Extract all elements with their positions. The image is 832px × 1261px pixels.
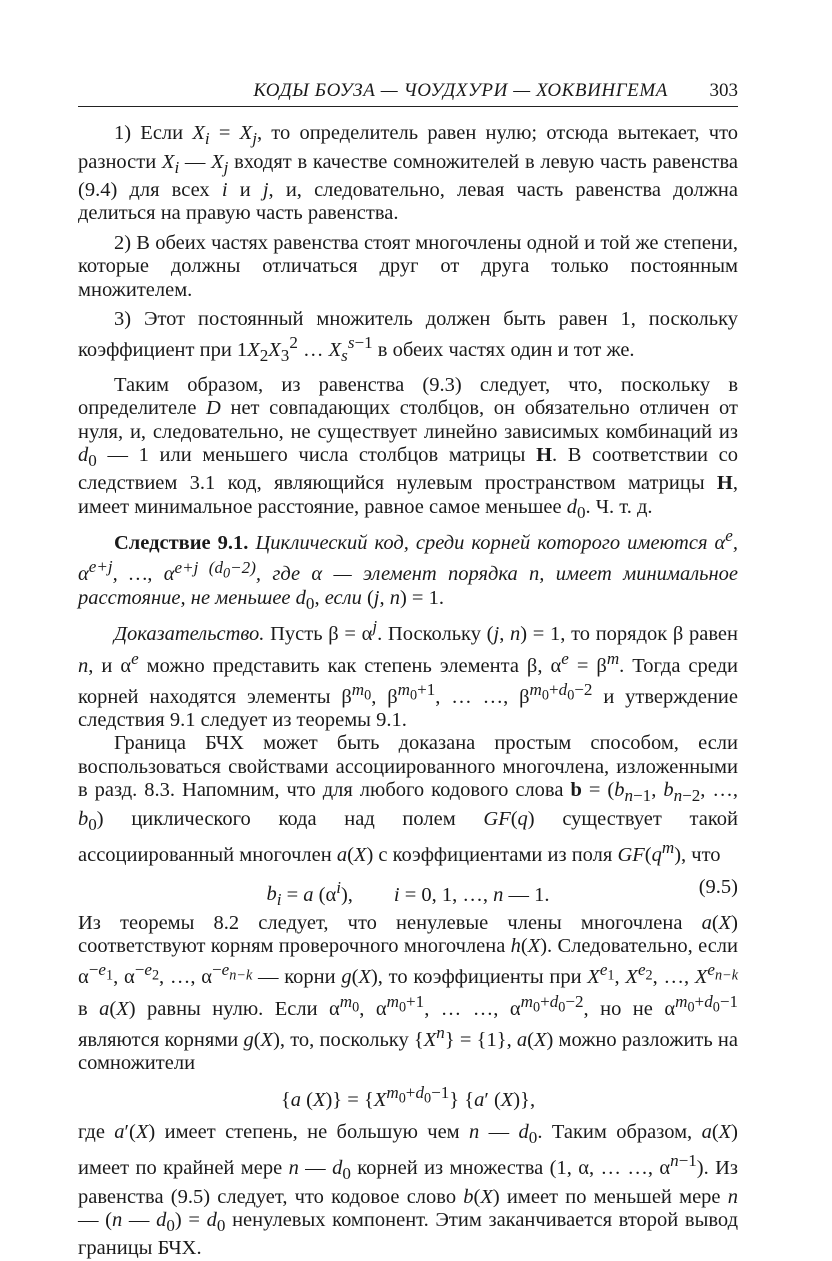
equation-9-5-expression: $b_i = a$ $(\alpha^i)$, i = 0, 1, …, n — 1. <box>266 877 550 910</box>
final-paragraph: где a′(X) имеет степень, не большую чем n — $d_0$. Таким образом, a(X) имеет по крайней мере n — $d_0$ корней из множества (1, α, … …, $\alpha^{n-1}$). Из равенства (9.5) следует, что кодовое слово b(X) имеет по меньшей мере n — (n — $d_0) = d_0$ ненулевых компонент. Этим заканчивается второй вывод границы БЧХ. <box>78 1120 739 1260</box>
paragraph-item-1: 1) Если $X_i = X_j$, то определитель равен нулю; отсюда вытекает, что разности $X_i$ — $X_j$ входят в качестве сомножителей в левую часть равенства (9.4) для всех i и j, и, следовательно, левая часть равенства должна делиться на правую часть равенства. <box>78 122 739 225</box>
equation-9-5 <box>78 875 738 910</box>
running-title: КОДЫ БОУЗА — ЧОУДХУРИ — ХОКВИНГЕМА <box>253 80 668 101</box>
page-header <box>78 80 738 104</box>
factorization-equation: {a $(X)\} = \{X^{m_0+d_0-1}\}$ {a′ (X)}, <box>280 1083 536 1112</box>
corollary-9-1: Следствие 9.1. Циклический код, среди корней которого имеются $\alpha^e$, $\alpha^{e+j}$, …, $\alpha^{e+j (d_0-2)}$, где α — элемент порядка n, имеет минимальное расстояние, не меньшее $d_0$, если (j, n) = 1. <box>78 526 738 613</box>
header-rule <box>78 106 738 107</box>
bch-bound-paragraph: Граница БЧХ может быть доказана простым способом, если воспользоваться свойствами ассоциированного многочлена, изложенными в разд. 8.3. Напомним, что для любого кодового слова $b = (b_{n-1}$, $b_{n-2}$, …, $b_0$) циклического кода над полем GF(q) существует такой ассоциированный многочлен a(X) с коэффициентами из поля $GF(q^m)$, что <box>78 732 739 867</box>
paragraph-conclusion: Таким образом, из равенства (9.3) следует, что, поскольку в определителе D нет совпадающих столбцов, он обязательно отличен от нуля, и, следовательно, не существует линейно зависимых комбинаций из $d_0$ — 1 или меньшего числа столбцов матрицы H. В соответствии со следствием 3.1 код, являющийся нулевым пространством матрицы H, имеет минимальное расстояние, равное самое меньшее $d_0$. Ч. т. д. <box>78 373 738 522</box>
page-body <box>78 122 738 1261</box>
paragraph-item-2: 2) В обеих частях равенства стоят многочлены одной и той же степени, которые должны отличаться друг от друга только постоянным множителем. <box>78 231 738 301</box>
paragraph-item-3: 3) Этот постоянный множитель должен быть равен 1, поскольку коэффициент при $1X_2X_3^2$ … $X_s^{s-1}$ в обеих частях один и тот же. <box>78 308 738 366</box>
page-number: 303 <box>709 80 738 101</box>
proof-paragraph: Доказательство. Пусть $\beta = \alpha^j$. Поскольку (j, n) = 1, то порядок β равен n, и $\alpha^e$ можно представить как степень элемента β, $\alpha^e = \beta^m$. Тогда среди корней находятся элементы $\beta^{m_0}$, $\beta^{m_0+1}$, … …, $\beta^{m_0+d_0-2}$ и утверждение следствия 9.1 следует из теоремы 9.1. <box>78 617 739 732</box>
equation-9-5-number: (9.5) <box>698 875 738 898</box>
theorem-8-2-paragraph: Из теоремы 8.2 следует, что ненулевые члены многочлена a(X) соответствуют корням проверочного многочлена h(X). Следовательно, если $\alpha^{-e_1}$, $\alpha^{-e_2}$, …, $\alpha^{-e_{n-k}}$ — корни g(X), то коэффициенты при $X^{e_1}$, $X^{e_2}$, …, $X^{e_{n-k}}$ в a(X) равны нулю. Если $\alpha^{m_0}$, $\alpha^{m_0+1}$, … …, $\alpha^{m_0+d_0-2}$, но не $\alpha^{m_0+d_0-1}$ являются корнями g(X), то, поскольку $\{X^n\} = \{1\}$, a(X) можно разложить на сомножители <box>78 911 739 1075</box>
